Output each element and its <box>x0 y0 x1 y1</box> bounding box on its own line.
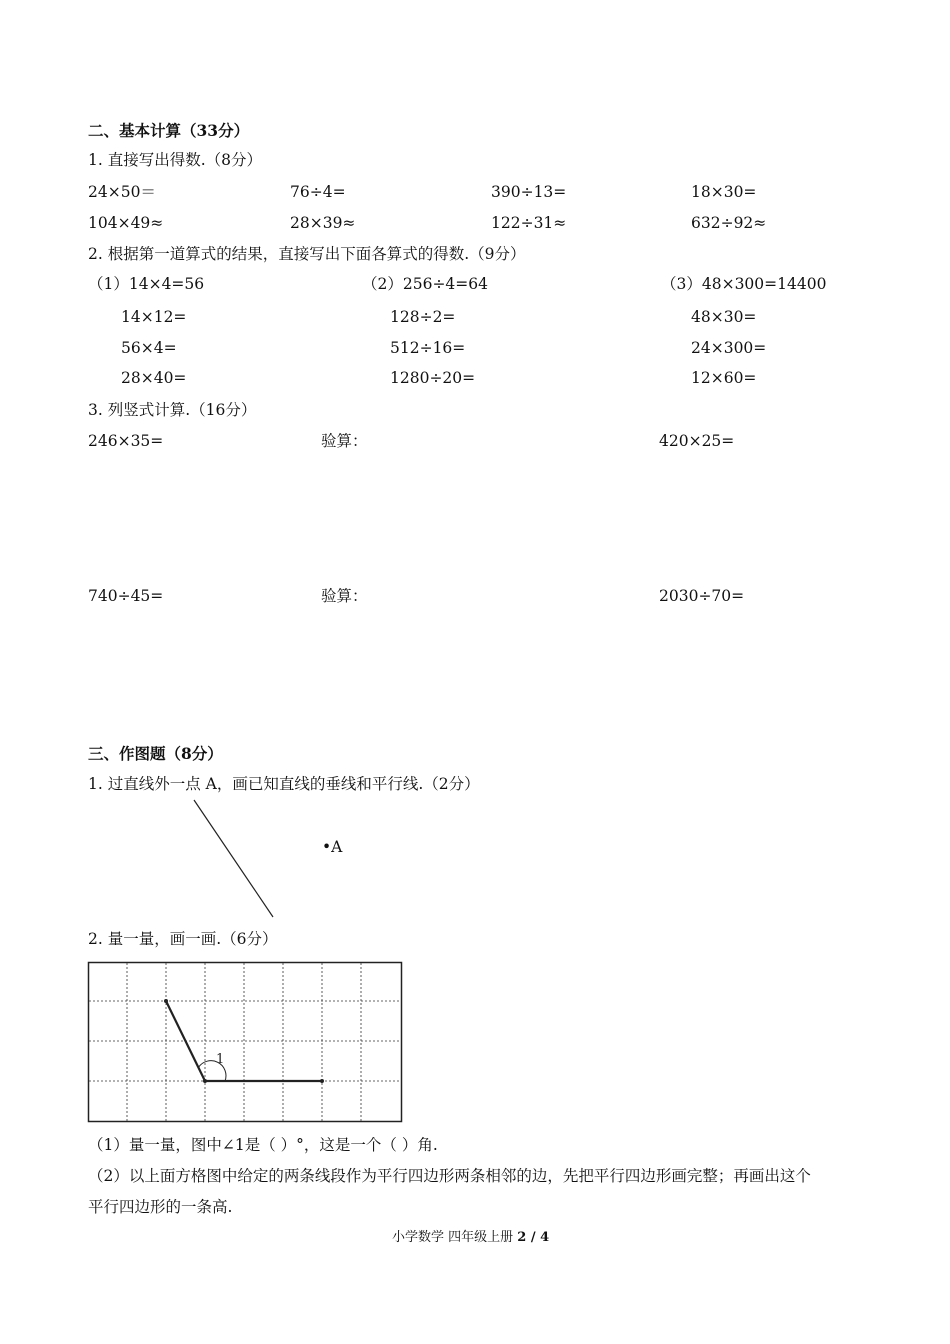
q2-title: 2. 根据第一道算式的结果，直接写出下面各算式的得数.（9分） <box>88 245 526 263</box>
q3-expr: 2030÷70= <box>659 587 745 605</box>
point-a-label: •A <box>322 838 343 856</box>
q1-expr: 18×30= <box>691 183 757 201</box>
draw-q2-sub1: （1）量一量，图中∠1是（ ）°，这是一个（ ）角. <box>88 1136 438 1154</box>
q2-group-head: （3）48×300=14400 <box>661 275 827 293</box>
q2-item: 56×4= <box>121 339 177 357</box>
grid-border <box>89 963 402 1122</box>
angle-1-label: 1 <box>216 1052 225 1067</box>
q3-expr: 740÷45= <box>88 587 164 605</box>
segment-endpoint <box>164 999 168 1003</box>
footer-page-number: 2 / 4 <box>517 1230 550 1245</box>
q2-item: 12×60= <box>691 369 757 387</box>
q3-title: 3. 列竖式计算.（16分） <box>88 401 257 419</box>
q2-item: 128÷2= <box>390 308 456 326</box>
q1-title: 1. 直接写出得数.（8分） <box>88 151 263 169</box>
section-2-heading: 二、基本计算（33分） <box>88 121 250 140</box>
q2-item: 24×300= <box>691 339 767 357</box>
q1-expr: 390÷13= <box>491 183 567 201</box>
q1-expr: 122÷31≈ <box>491 214 567 232</box>
q2-item: 14×12= <box>121 308 187 326</box>
page-footer <box>392 1231 549 1244</box>
q1-expr: 24×50＝ <box>88 183 156 201</box>
draw-q2-title: 2. 量一量，画一画.（6分） <box>88 930 278 948</box>
segment-vertex <box>203 1079 207 1083</box>
q2-group-head: （2）256÷4=64 <box>362 275 489 293</box>
q1-expr: 76÷4= <box>290 183 346 201</box>
q3-expr: 246×35= <box>88 432 164 450</box>
draw-q1-title: 1. 过直线外一点 A，画已知直线的垂线和平行线.（2分） <box>88 775 480 793</box>
q3-expr: 420×25= <box>659 432 735 450</box>
q2-item: 512÷16= <box>390 339 466 357</box>
q2-item: 48×30= <box>691 308 757 326</box>
q1-expr: 104×49≈ <box>88 214 164 232</box>
footer-subject: 小学数学 四年级上册 <box>392 1230 514 1245</box>
q1-expr: 632÷92≈ <box>691 214 767 232</box>
q2-group-head: （1）14×4=56 <box>88 275 205 293</box>
segment-endpoint <box>320 1079 324 1083</box>
q1-expr: 28×39≈ <box>290 214 356 232</box>
square-grid-figure <box>88 962 402 1122</box>
q2-item: 1280÷20= <box>390 369 476 387</box>
given-line <box>194 800 273 917</box>
section-3-heading: 三、作图题（8分） <box>88 744 223 763</box>
q2-item: 28×40= <box>121 369 187 387</box>
q3-check-label: 验算： <box>321 432 368 450</box>
draw-q2-sub2-line1: （2）以上面方格图中给定的两条线段作为平行四边形两条相邻的边，先把平行四边形画完整；再画出这个 <box>88 1167 811 1185</box>
draw-q2-sub2-line2: 平行四边形的一条高. <box>88 1198 233 1216</box>
q3-check-label: 验算： <box>321 587 368 605</box>
